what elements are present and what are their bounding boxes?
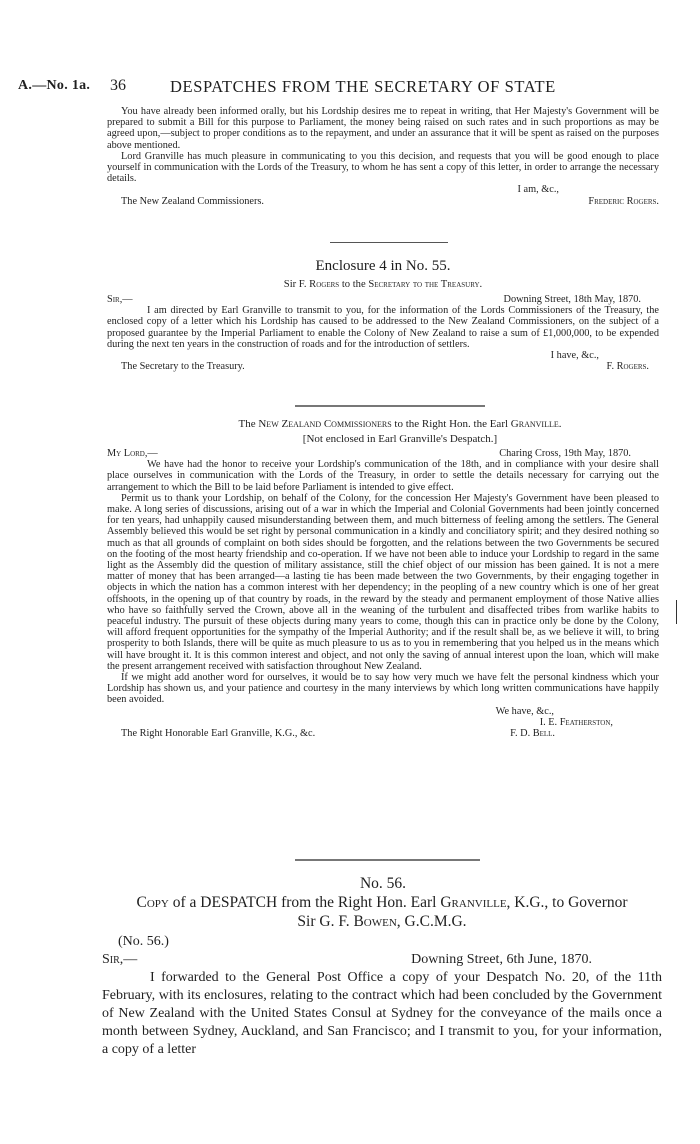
enclosure-subtitle	[107, 279, 659, 290]
paragraph: We have had the honor to receive your Lordship's communication of the 18th, and in compliance with your desire shall place ourselves in communication with the Lords of the Treasury, in order to settle the details necessary for carrying out the arrangement to which the Bill to be laid before Parliament is intended to give effect.	[107, 459, 659, 493]
title-text: of a DESPATCH from the Right Hon. Earl	[172, 894, 437, 911]
closing-row	[107, 706, 659, 717]
title-text: , G.C.M.G.	[396, 913, 467, 930]
title-from: New Zealand Commissioners	[258, 418, 392, 430]
section-divider	[295, 859, 480, 861]
signature: I. E. Featherston,	[539, 716, 613, 728]
salutation-row	[107, 294, 659, 305]
letter-note: [Not enclosed in Earl Granville's Despatch.]	[302, 433, 498, 445]
letter-title	[120, 418, 680, 430]
paragraph: Permit us to thank your Lordship, on behalf of the Colony, for the concession Her Majesty's Government have been pleased to make. A long series of discussions, arising out of a war in which the Imperial and Colonial Governments had been jointly concerned for ten years, had unhappily caused misunderstanding between them, and much bitterness of feeling among the settlers. The General Assembly believed this would be set right by personal communication in a kindly and conciliatory spirit; and they desired nothing so much as that all grounds of complaint on both sides should be forgotten, and the relations between the two Governments be secured on the footing of the most hearty friendship and co-operation. If we have not been able to induce your Lordship to regard in the same light as the Assembly did the question of military assistance, still the chief object of our mission has been gained. It is not a mere matter of money that has been arranged—a lasting tie has been made between the two Governments, by their engaging together in objects in which the nation has a common interest with her dependency; in the peopling of a new country which is one of her great offshoots, in the opening up of that country by roads, in the reward by the steady and permanent employment of those Native allies who have so faithfully served the Crown, above all in the weaning of the turbulent and disaffected tribes from warlike habits to peaceful industry. The pursuit of these objects during many years to come, though this can in practice only be done by the Colony, will afford frequent opportunities for the sympathy of the Imperial Authority; and if the result shall be, as we believe it will, to bring prosperity to both Islands, there will be quite as much pleasure to us as to you in remembering that you helped us in the means which will have brought it. It is this common interest and object, and not only the saving of annual interest upon the loan, which will make the present arrangement received with satisfaction throughout New Zealand.	[107, 492, 659, 672]
title-text: to the Right Hon. the Earl	[394, 418, 509, 430]
page-title: DESPATCHES FROM THE SECRETARY OF STATE	[170, 77, 556, 96]
despatch-ref: (No. 56.)	[118, 934, 169, 949]
paragraph: Lord Granville has much pleasure in communicating to you this decision, and requests that you will be good enough to place yourself in communication with the Lords of the Treasury, to whom he has sent a copy of this letter, in order to arrange the necessary details.	[107, 150, 659, 185]
signature-row	[107, 717, 659, 728]
subtitle-text: to the	[341, 279, 366, 290]
despatch-number: No. 56.	[359, 875, 407, 892]
signature: Frederic Rogers.	[588, 195, 659, 207]
running-header	[18, 78, 658, 98]
subtitle-from: Rogers	[309, 279, 340, 290]
closing: I have, &c.,	[550, 350, 599, 361]
letter-date: Downing Street, 6th June, 1870.	[411, 952, 592, 967]
section-divider	[295, 405, 485, 407]
section-divider	[330, 242, 448, 243]
closing-row	[107, 184, 659, 195]
paragraph: If we might add another word for ourselves, it would be to say how very much we have felt the personal kindness which your Lordship has shown us, and your patience and courtesy in the many interviews by which long written communications have happily been avoided.	[107, 672, 659, 706]
closing: I am, &c.,	[517, 184, 559, 196]
paragraph: I forwarded to the General Post Office a copy of your Despatch No. 20, of the 11th February, with its enclosures, relating to the contract which had been concluded by the Government of New Zealand with the United States Consul at Sydney for the conveyance of the mails once a month between Sydney, Auckland, and San Francisco; and I transmit to you, for your information, a copy of a letter	[102, 970, 662, 1057]
enclosure-title: Enclosure 4 in No. 55.	[315, 258, 451, 274]
despatch-title-line1	[102, 894, 662, 912]
letter-continuation	[107, 106, 659, 207]
paragraph: You have already been informed orally, but his Lordship desires me to repeat in writing, that Her Majesty's Government will be prepared to submit a Bill for this purpose to Parliament, the money being raised on such rates and in such proportions as may be agreed upon,—subject to proper conditions as to the repayment, and under an assurance that it will be spent as raised on the purposes above mentioned.	[107, 106, 659, 151]
title-text: The	[238, 418, 256, 430]
margin-mark	[676, 600, 677, 624]
title-granville: Granville	[440, 894, 507, 911]
letter-date: Charing Cross, 19th May, 1870.	[499, 448, 631, 459]
signature-row	[107, 728, 659, 739]
despatch-letter	[102, 933, 662, 1059]
title-text: , K.G., to Governor	[506, 894, 628, 911]
title-text: Sir G. F.	[297, 913, 350, 930]
signature: F. D. Bell.	[510, 728, 555, 740]
subtitle-text: Sir F.	[283, 279, 307, 290]
addressee: The Secretary to the Treasury.	[121, 361, 245, 373]
paragraph: I am directed by Earl Granville to transmit to you, for the information of the Lords Commissioners of the Treasury, the enclosed copy of a letter which his Lordship has caused to be addressed to the New Zealand Commissioners, on the subject of a proposed guarantee by the Imperial Parliament to enable the Colony of New Zealand to raise a sum of £1,000,000, to be expended during the next ten years in the construction of roads and for the introduction of settlers.	[107, 305, 659, 350]
signature: F. Rogers.	[606, 361, 649, 373]
page-number: 36	[110, 77, 126, 94]
closing-row	[107, 350, 659, 361]
signature-row	[107, 361, 659, 372]
addressee: The Right Honorable Earl Granville, K.G., &c.	[121, 728, 316, 740]
salutation: Sir,—	[102, 952, 138, 967]
ref-row	[102, 933, 662, 951]
title-bowen: Bowen	[353, 913, 397, 930]
closing: We have, &c.,	[495, 705, 554, 717]
salutation-row	[102, 951, 662, 969]
commissioners-letter	[107, 448, 659, 739]
addressee: The New Zealand Commissioners.	[121, 195, 264, 207]
signature-row	[107, 196, 659, 207]
title-copy: Copy	[136, 894, 169, 911]
paper-reference: A.—No. 1a.	[18, 78, 91, 93]
despatch-title-line2	[102, 913, 662, 931]
salutation: Sir,—	[107, 294, 133, 305]
title-to: Granville.	[510, 418, 562, 430]
salutation: My Lord,—	[107, 448, 158, 459]
letter-date: Downing Street, 18th May, 1870.	[503, 294, 641, 305]
enclosure-letter	[107, 294, 659, 372]
salutation-row	[107, 448, 659, 459]
subtitle-to: Secretary to the Treasury.	[368, 279, 483, 290]
